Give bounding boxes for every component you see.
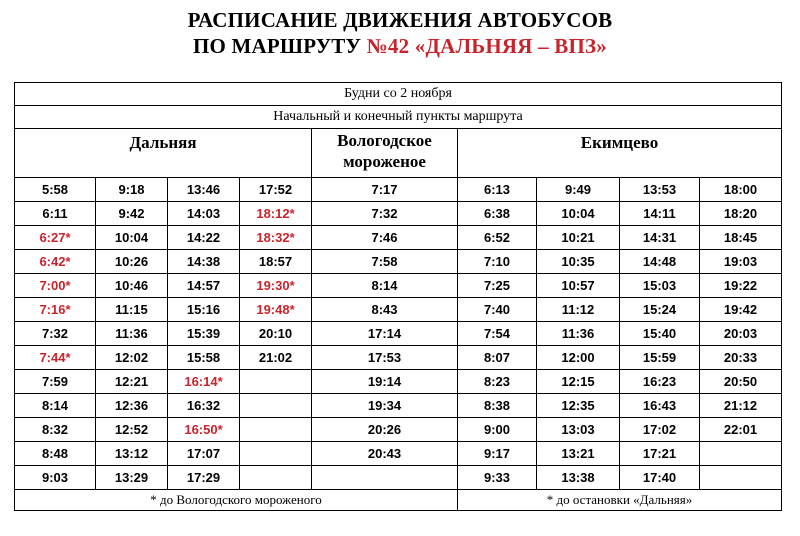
time-cell: 8:32 — [15, 418, 96, 442]
time-cell: 11:12 — [537, 298, 620, 322]
time-cell: 6:13 — [458, 178, 537, 202]
time-cell: 16:50* — [168, 418, 240, 442]
time-cell — [700, 466, 782, 490]
time-cell — [240, 418, 312, 442]
table-row — [15, 418, 782, 442]
time-cell: 5:58 — [15, 178, 96, 202]
time-cell: 12:35 — [537, 394, 620, 418]
time-cell: 9:00 — [458, 418, 537, 442]
title-prefix: ПО МАРШРУТУ — [193, 34, 367, 58]
time-cell: 9:03 — [15, 466, 96, 490]
time-cell: 12:02 — [96, 346, 168, 370]
time-cell: 18:20 — [700, 202, 782, 226]
time-cell: 13:03 — [537, 418, 620, 442]
time-cell: 15:16 — [168, 298, 240, 322]
time-cell: 18:57 — [240, 250, 312, 274]
time-cell: 7:16* — [15, 298, 96, 322]
schedule-table — [14, 82, 782, 511]
table-row — [15, 346, 782, 370]
time-cell: 16:14* — [168, 370, 240, 394]
time-cell: 6:52 — [458, 226, 537, 250]
time-cell: 21:12 — [700, 394, 782, 418]
time-cell: 7:46 — [312, 226, 458, 250]
time-cell: 15:58 — [168, 346, 240, 370]
time-cell: 6:42* — [15, 250, 96, 274]
footnote-left: * до Вологодского мороженого — [15, 490, 458, 511]
time-cell: 16:23 — [620, 370, 700, 394]
time-cell: 10:26 — [96, 250, 168, 274]
time-cell: 10:21 — [537, 226, 620, 250]
time-cell: 18:45 — [700, 226, 782, 250]
page-title-line1: РАСПИСАНИЕ ДВИЖЕНИЯ АВТОБУСОВ — [187, 8, 613, 32]
time-cell: 20:03 — [700, 322, 782, 346]
time-cell: 11:36 — [537, 322, 620, 346]
time-cell: 20:10 — [240, 322, 312, 346]
table-row — [15, 274, 782, 298]
time-cell: 17:02 — [620, 418, 700, 442]
time-cell: 10:57 — [537, 274, 620, 298]
time-cell: 22:01 — [700, 418, 782, 442]
time-cell: 14:57 — [168, 274, 240, 298]
time-cell: 12:36 — [96, 394, 168, 418]
time-cell: 7:00* — [15, 274, 96, 298]
time-cell: 19:42 — [700, 298, 782, 322]
stop-header-dalnyaya: Дальняя — [15, 129, 312, 178]
time-cell: 8:48 — [15, 442, 96, 466]
time-cell: 17:21 — [620, 442, 700, 466]
time-cell: 9:42 — [96, 202, 168, 226]
time-cell: 12:52 — [96, 418, 168, 442]
time-cell: 7:10 — [458, 250, 537, 274]
time-cell: 13:29 — [96, 466, 168, 490]
time-cell: 18:32* — [240, 226, 312, 250]
table-row — [15, 178, 782, 202]
time-cell: 6:11 — [15, 202, 96, 226]
time-cell: 7:44* — [15, 346, 96, 370]
time-cell — [240, 394, 312, 418]
route-name: №42 «ДАЛЬНЯЯ – ВПЗ» — [366, 34, 607, 58]
time-cell: 14:31 — [620, 226, 700, 250]
time-cell: 19:03 — [700, 250, 782, 274]
time-cell: 7:59 — [15, 370, 96, 394]
table-row — [15, 322, 782, 346]
time-cell: 16:32 — [168, 394, 240, 418]
stop-header-vologodskoe-line1: Вологодское — [337, 131, 432, 150]
time-cell: 10:04 — [96, 226, 168, 250]
table-row — [15, 202, 782, 226]
time-cell: 8:38 — [458, 394, 537, 418]
time-cell: 9:49 — [537, 178, 620, 202]
time-cell: 8:07 — [458, 346, 537, 370]
time-cell: 14:11 — [620, 202, 700, 226]
time-cell: 6:27* — [15, 226, 96, 250]
page-title-line2 — [0, 34, 800, 59]
time-cell: 16:43 — [620, 394, 700, 418]
time-cell: 15:03 — [620, 274, 700, 298]
time-cell: 14:03 — [168, 202, 240, 226]
time-cell: 12:15 — [537, 370, 620, 394]
footnote-right: * до остановки «Дальняя» — [458, 490, 782, 511]
time-cell: 8:14 — [312, 274, 458, 298]
time-cell: 14:38 — [168, 250, 240, 274]
time-cell: 14:48 — [620, 250, 700, 274]
time-cell: 13:12 — [96, 442, 168, 466]
points-label: Начальный и конечный пункты маршрута — [15, 106, 782, 129]
time-cell: 8:23 — [458, 370, 537, 394]
time-cell: 7:58 — [312, 250, 458, 274]
time-cell: 11:36 — [96, 322, 168, 346]
table-row — [15, 226, 782, 250]
time-cell: 7:54 — [458, 322, 537, 346]
time-cell — [240, 370, 312, 394]
time-cell: 18:12* — [240, 202, 312, 226]
time-cell: 19:22 — [700, 274, 782, 298]
time-cell: 18:00 — [700, 178, 782, 202]
time-cell: 9:33 — [458, 466, 537, 490]
stop-header-vologodskoe — [312, 129, 458, 178]
time-cell: 7:25 — [458, 274, 537, 298]
time-cell: 10:46 — [96, 274, 168, 298]
table-row — [15, 370, 782, 394]
time-cell: 7:17 — [312, 178, 458, 202]
time-cell: 17:29 — [168, 466, 240, 490]
time-cell — [240, 442, 312, 466]
time-cell: 19:48* — [240, 298, 312, 322]
time-cell: 9:17 — [458, 442, 537, 466]
time-cell: 19:14 — [312, 370, 458, 394]
stop-header-ekimtsevo: Екимцево — [458, 129, 782, 178]
time-cell — [312, 466, 458, 490]
time-cell: 13:21 — [537, 442, 620, 466]
time-cell: 10:04 — [537, 202, 620, 226]
time-cell: 20:50 — [700, 370, 782, 394]
time-cell: 7:40 — [458, 298, 537, 322]
time-cell: 13:53 — [620, 178, 700, 202]
time-cell: 11:15 — [96, 298, 168, 322]
time-cell — [240, 466, 312, 490]
table-row — [15, 466, 782, 490]
time-cell: 12:00 — [537, 346, 620, 370]
time-cell: 9:18 — [96, 178, 168, 202]
time-cell: 20:33 — [700, 346, 782, 370]
time-cell: 17:14 — [312, 322, 458, 346]
time-cell: 15:59 — [620, 346, 700, 370]
time-cell: 8:14 — [15, 394, 96, 418]
time-cell: 7:32 — [15, 322, 96, 346]
time-cell: 21:02 — [240, 346, 312, 370]
schedule-label: Будни со 2 ноября — [15, 83, 782, 106]
time-cell: 10:35 — [537, 250, 620, 274]
time-cell: 17:53 — [312, 346, 458, 370]
time-cell: 20:26 — [312, 418, 458, 442]
stop-header-vologodskoe-line2: мороженое — [343, 152, 426, 171]
time-cell: 20:43 — [312, 442, 458, 466]
time-cell: 17:40 — [620, 466, 700, 490]
time-cell: 19:30* — [240, 274, 312, 298]
time-cell: 17:07 — [168, 442, 240, 466]
time-cell: 19:34 — [312, 394, 458, 418]
time-cell: 12:21 — [96, 370, 168, 394]
time-cell: 8:43 — [312, 298, 458, 322]
time-cell: 7:32 — [312, 202, 458, 226]
table-row — [15, 298, 782, 322]
time-cell: 15:40 — [620, 322, 700, 346]
table-row — [15, 442, 782, 466]
time-cell: 17:52 — [240, 178, 312, 202]
time-cell: 13:46 — [168, 178, 240, 202]
time-cell — [700, 442, 782, 466]
table-row — [15, 250, 782, 274]
table-row — [15, 394, 782, 418]
time-cell: 14:22 — [168, 226, 240, 250]
time-cell: 6:38 — [458, 202, 537, 226]
time-cell: 15:24 — [620, 298, 700, 322]
time-cell: 13:38 — [537, 466, 620, 490]
time-cell: 15:39 — [168, 322, 240, 346]
